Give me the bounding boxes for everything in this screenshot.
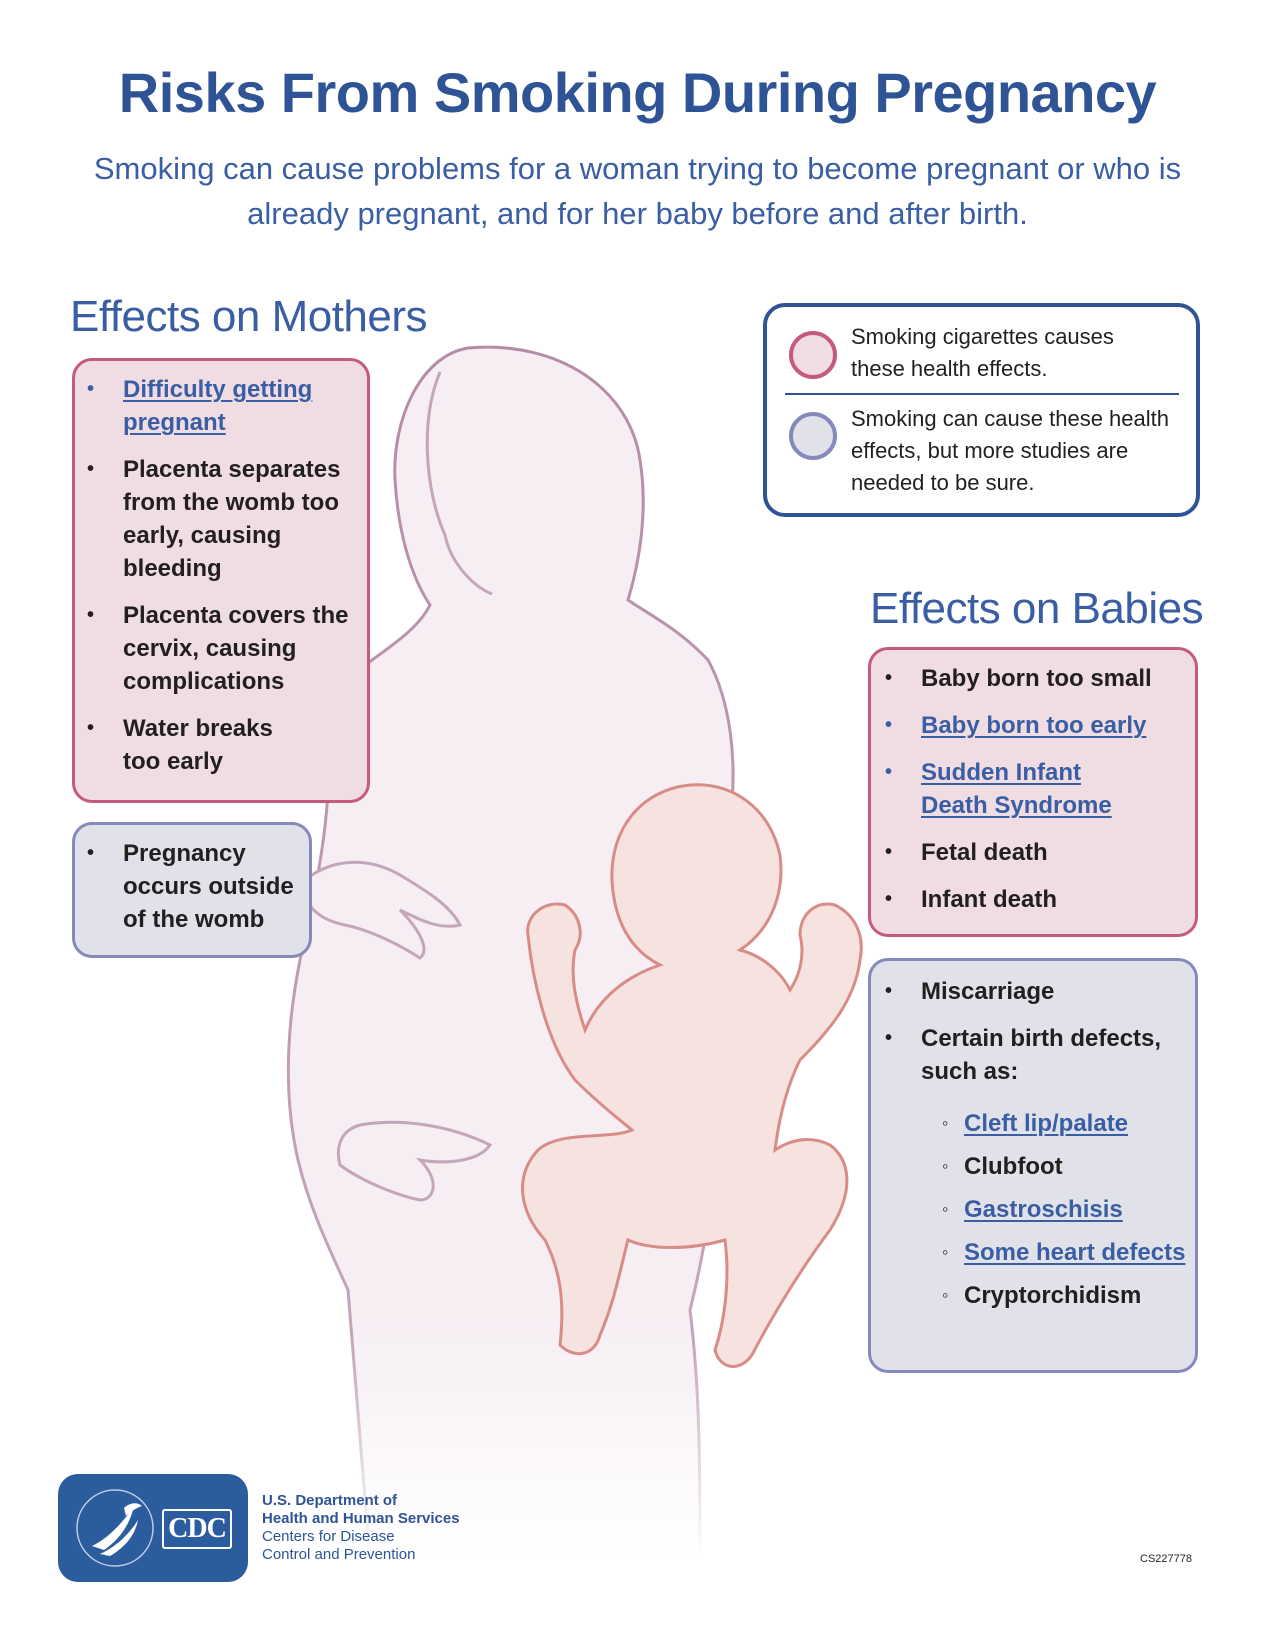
page-subtitle: Smoking can cause problems for a woman trying to become pregnant or who is already pregnant, and for her baby before and after birth. (93, 151, 1182, 231)
list-item[interactable]: ◦ Gastroschisis (964, 1193, 1199, 1226)
babies-causes-box (868, 647, 1198, 937)
mothers-heading: Effects on Mothers (70, 292, 428, 341)
list-item: • Water breaks too early (123, 712, 293, 778)
legend (763, 303, 1200, 517)
cdc-logo-text: CDC (168, 1513, 226, 1544)
legend-causes-text: Smoking cigarettes causes these health effects. (851, 324, 1114, 381)
list-item: ◦ Cryptorchidism (964, 1279, 1199, 1312)
list-item[interactable]: ◦ Cleft lip/palate (964, 1107, 1199, 1140)
list-item: • Infant death (921, 883, 1191, 916)
list-item[interactable]: • Difficulty getting pregnant (123, 373, 358, 439)
list-item[interactable]: • Baby born too early (921, 709, 1191, 742)
hhs-seal-icon (72, 1484, 158, 1572)
babies-heading: Effects on Babies (870, 584, 1204, 633)
mothers-causes-box (72, 358, 370, 803)
list-item[interactable]: • Sudden Infant Death Syndrome (921, 756, 1121, 822)
page-title: Risks From Smoking During Pregnancy (118, 61, 1157, 124)
org-line-2: Health and Human Services (262, 1510, 460, 1527)
may-cause-swatch-icon (789, 412, 837, 460)
causes-swatch-icon (789, 331, 837, 379)
list-item: • Certain birth defects, such as: (921, 1022, 1176, 1088)
list-item: ◦ Clubfoot (964, 1150, 1199, 1183)
hhs-cdc-logo (58, 1474, 248, 1582)
list-item: • Pregnancy occurs outside of the womb (123, 837, 308, 936)
org-line-1: U.S. Department of (262, 1492, 398, 1509)
list-item: • Placenta separates from the womb too early, causing bleeding (123, 453, 358, 585)
legend-divider (785, 393, 1179, 395)
list-item: • Baby born too small (921, 662, 1191, 695)
list-item: • Miscarriage (921, 975, 1186, 1008)
mothers-may-cause-box (72, 822, 312, 958)
org-line-4: Control and Prevention (262, 1546, 416, 1563)
list-item[interactable]: ◦ Some heart defects (964, 1236, 1199, 1269)
document-code: CS227778 (1140, 1553, 1192, 1565)
list-item: • Fetal death (921, 836, 1191, 869)
list-item: • Placenta covers the cervix, causing complications (123, 599, 358, 698)
babies-may-cause-box (868, 958, 1198, 1373)
legend-may-cause-text: Smoking can cause these health effects, but more studies are needed to be sure. (851, 406, 1169, 495)
org-line-3: Centers for Disease (262, 1528, 395, 1545)
